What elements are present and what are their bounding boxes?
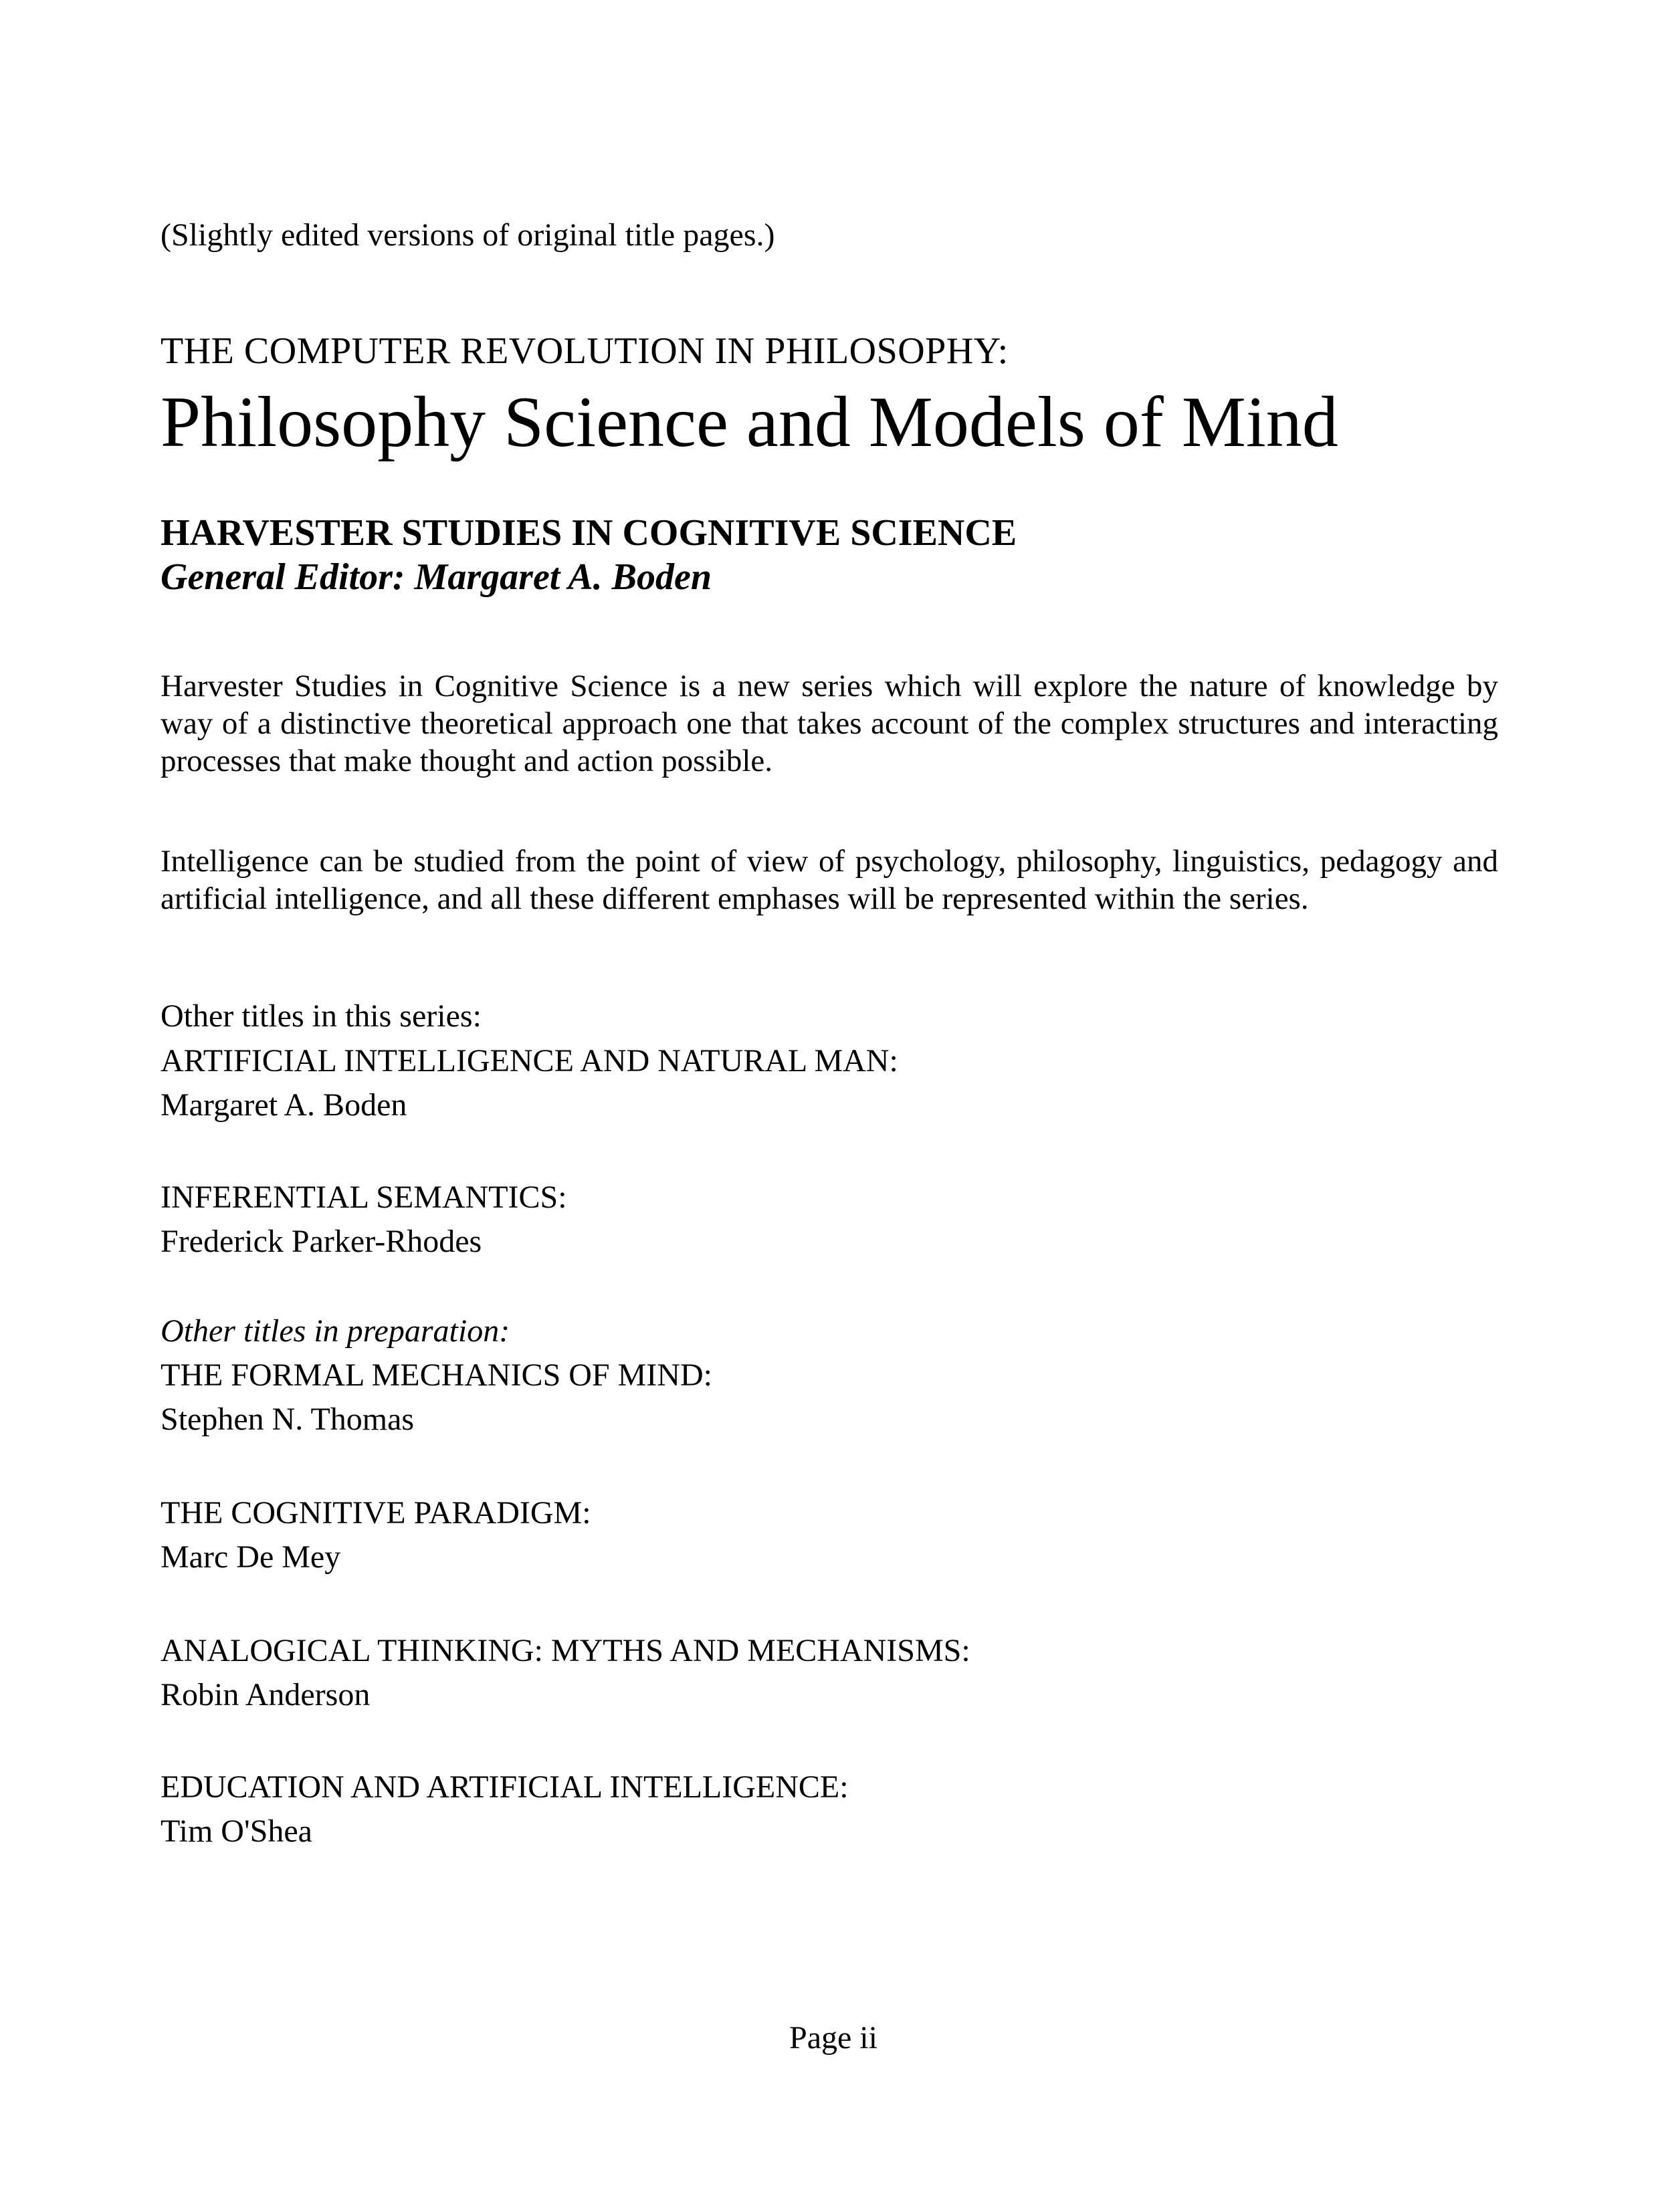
title-entry — [161, 1765, 849, 1854]
series-heading: HARVESTER STUDIES IN COGNITIVE SCIENCE — [161, 512, 1017, 554]
title-entry — [161, 1353, 712, 1442]
entry-author: Robin Anderson — [161, 1677, 371, 1712]
book-title: Philosophy Science and Models of Mind — [161, 382, 1338, 462]
page-number: Page ii — [789, 2020, 877, 2056]
title-entry — [161, 1491, 591, 1579]
entry-author: Tim O'Shea — [161, 1813, 312, 1849]
edition-note: (Slightly edited versions of original title pages.) — [161, 217, 775, 253]
entry-author: Margaret A. Boden — [161, 1087, 407, 1123]
general-editor: General Editor: Margaret A. Boden — [161, 556, 712, 598]
series-overline: THE COMPUTER REVOLUTION IN PHILOSOPHY: — [161, 330, 1009, 372]
entry-title: THE FORMAL MECHANICS OF MIND: — [161, 1357, 712, 1393]
entry-title: EDUCATION AND ARTIFICIAL INTELLIGENCE: — [161, 1769, 849, 1805]
entry-author: Frederick Parker-Rhodes — [161, 1224, 482, 1259]
entry-title: ANALOGICAL THINKING: MYTHS AND MECHANISMS: — [161, 1633, 970, 1668]
entry-title: ARTIFICIAL INTELLIGENCE AND NATURAL MAN: — [161, 1043, 898, 1079]
other-titles-label: Other titles in this series: — [161, 998, 482, 1034]
in-preparation-label: Other titles in preparation: — [161, 1313, 510, 1349]
title-entry — [161, 1176, 567, 1264]
title-entry — [161, 1039, 898, 1127]
entry-title: INFERENTIAL SEMANTICS: — [161, 1180, 567, 1215]
entry-author: Stephen N. Thomas — [161, 1402, 415, 1437]
entry-author: Marc De Mey — [161, 1539, 341, 1575]
entry-title: THE COGNITIVE PARADIGM: — [161, 1495, 591, 1531]
intelligence-paragraph: Intelligence can be studied from the point of view of psychology, philosophy, linguistics, pedagogy and artificial intelligence, and all these different emphases will be represented within the series. — [161, 844, 1498, 916]
series-description-paragraph: Harvester Studies in Cognitive Science is a new series which will explore the nature of knowledge by way of a distinctive theoretical approach one that takes account of the complex structures and interacting processes that make thought and action possible. — [161, 669, 1498, 778]
title-entry — [161, 1629, 970, 1717]
